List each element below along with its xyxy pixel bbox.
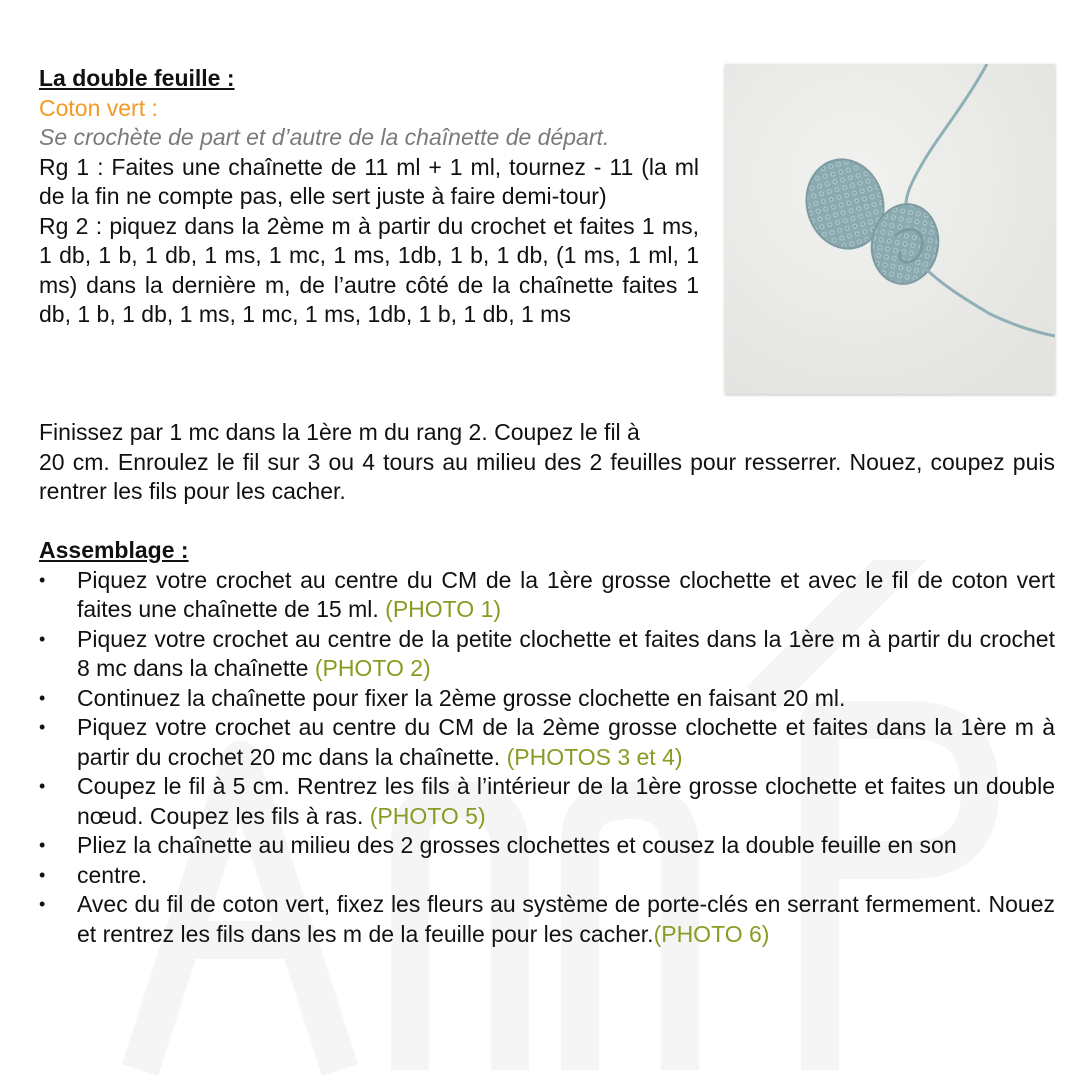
row-2-instruction: Rg 2 : piquez dans la 2ème m à partir du crochet et faites 1 ms, 1 db, 1 b, 1 db, 1 ms, 1 mc, 1 ms, 1db, 1 b, 1 db, (1 ms, 1 ml, 1 ms) dans la dernière m, de l’autre côté de la chaînette faites 1 db, 1 b, 1 db, 1 ms, 1 mc, 1 ms, 1db, 1 b, 1 db, 1 ms (39, 212, 699, 327)
row-1-instruction: Rg 1 : Faites une chaînette de 11 ml + 1 ml, tournez - 11 (la ml de la fin ne compte pas, elle sert juste à faire demi-tour) (39, 153, 699, 209)
assembly-title: Assemblage : (39, 537, 189, 563)
assembly-step: • Piquez votre crochet au centre de la petite clochette et faites dans la 1ère m à partir du crochet 8 mc dans la chaînette (PHOTO 2) (39, 625, 1055, 681)
leaf-instructions (39, 64, 699, 330)
assembly-step: • Continuez la chaînette pour fixer la 2ème grosse clochette en faisant 20 ml. (39, 684, 1055, 714)
bullet-icon: • (39, 569, 46, 590)
bullet-icon: • (39, 864, 46, 885)
yarn-color-line: Coton vert : (39, 94, 158, 121)
assembly-step: • Coupez le fil à 5 cm. Rentrez les fils à l’intérieur de la 1ère grosse clochette et faites un double nœud. Coupez les fils à ras. (PHOTO 5) (39, 773, 1055, 829)
photo-ref: (PHOTO 6) (653, 920, 770, 947)
finish-line-1: Finissez par 1 mc dans la 1ère m du rang 2. Coupez le fil à (39, 419, 640, 445)
method-note: Se crochète de part et d’autre de la chaînette de départ. (39, 124, 610, 150)
assembly-step: • Piquez votre crochet au centre du CM de la 2ème grosse clochette et faites dans la 1ère m à partir du crochet 20 mc dans la chaînette. (PHOTOS 3 et 4) (39, 714, 1055, 770)
assembly-section (39, 536, 1055, 949)
bullet-icon: • (39, 835, 46, 855)
assembly-step: • Avec du fil de coton vert, fixez les fleurs au système de porte-clés en serrant fermement. Nouez et rentrez les fils dans les m de la feuille pour les cacher.(PHOTO 6) (39, 891, 1055, 947)
assembly-step: • Piquez votre crochet au centre du CM de la 1ère grosse clochette et avec le fil de coton vert faites une chaînette de 15 ml. (PHOTO 1) (39, 566, 1055, 622)
finish-line-2: 20 cm. Enroulez le fil sur 3 ou 4 tours au milieu des 2 feuilles pour resserrer. Nouez, coupez puis rentrer les fils pour les cacher. (39, 448, 1055, 504)
assembly-step: • centre. (39, 861, 1055, 891)
finishing-paragraph (39, 418, 1055, 507)
crochet-leaf-image (725, 64, 1055, 394)
bullet-icon: • (39, 894, 46, 914)
leaf-photo (725, 64, 1055, 394)
photo-ref: (PHOTO 1) (385, 596, 502, 622)
section-title: La double feuille : (39, 65, 235, 91)
bullet-icon: • (39, 687, 46, 708)
assembly-steps (39, 566, 1055, 950)
photo-ref: (PHOTOS 3 et 4) (506, 743, 683, 770)
photo-ref: (PHOTO 2) (314, 655, 431, 681)
assembly-step: • Pliez la chaînette au milieu des 2 grosses clochettes et cousez la double feuille en son (39, 831, 1055, 861)
bullet-icon: • (39, 717, 46, 737)
bullet-icon: • (39, 776, 46, 796)
bullet-icon: • (39, 628, 46, 649)
photo-ref: (PHOTO 5) (369, 802, 486, 829)
